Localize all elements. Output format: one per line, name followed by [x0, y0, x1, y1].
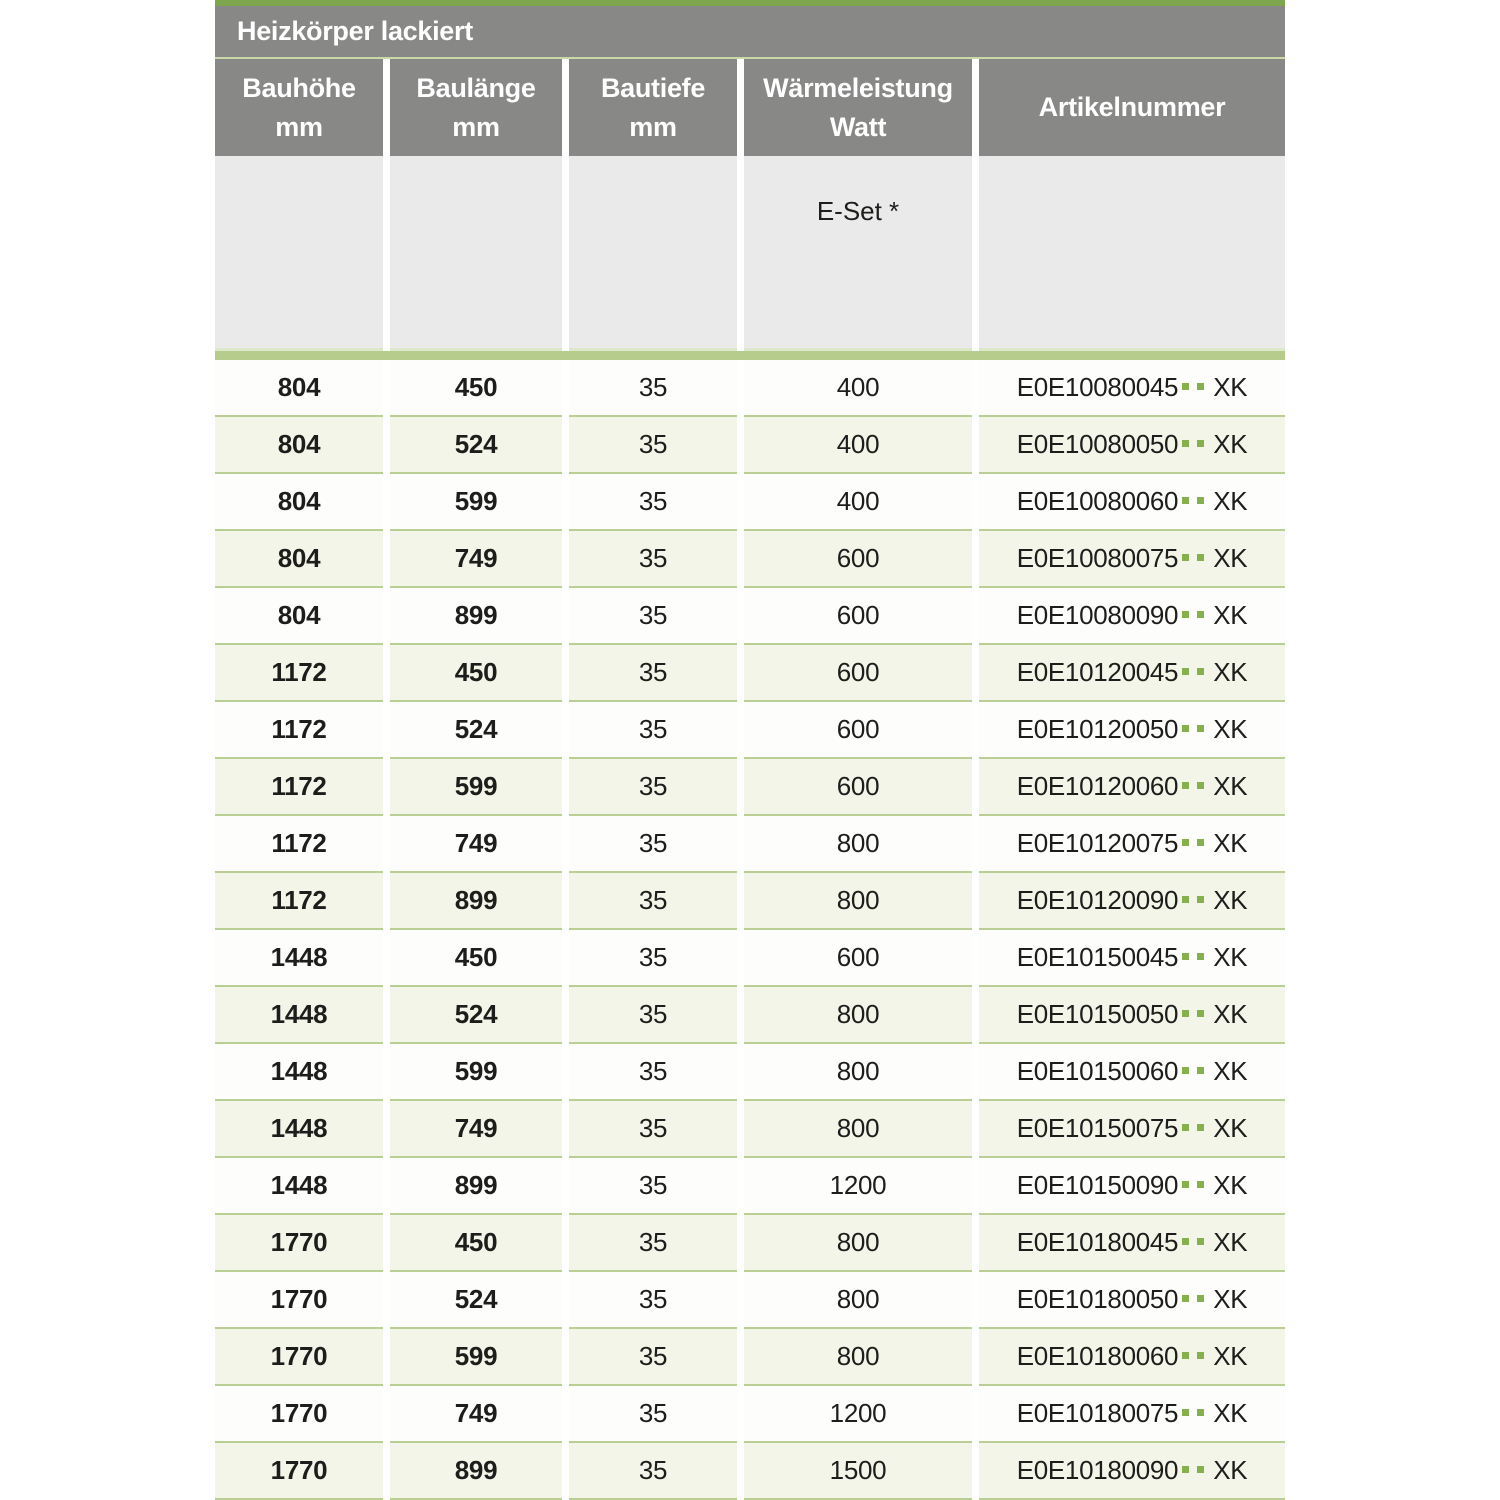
cell-baulaenge: 524 [390, 1272, 562, 1329]
cell-bauhoehe: 1172 [215, 702, 383, 759]
column-header-baulaenge [390, 59, 562, 156]
color-placeholder-dot [1197, 554, 1204, 561]
artikel-suffix: XK [1213, 486, 1248, 516]
cell-artikelnummer [979, 1443, 1285, 1500]
cell-baulaenge: 749 [390, 1386, 562, 1443]
table-row [215, 702, 1285, 759]
color-placeholder-dot [1182, 1295, 1189, 1302]
artikel-suffix: XK [1213, 372, 1248, 402]
artikel-code: E0E10120075 [1016, 828, 1179, 858]
artikel-code: E0E10080045 [1016, 372, 1179, 402]
cell-bautiefe: 35 [569, 1101, 737, 1158]
color-placeholder-dot [1182, 1238, 1189, 1245]
color-placeholder-dot [1197, 953, 1204, 960]
cell-bauhoehe: 804 [215, 474, 383, 531]
table-row [215, 1386, 1285, 1443]
cell-bautiefe: 35 [569, 1044, 737, 1101]
subheader-cell [979, 156, 1285, 351]
cell-waermeleistung: 400 [744, 360, 972, 417]
color-placeholder-dot [1197, 782, 1204, 789]
cell-bautiefe: 35 [569, 873, 737, 930]
cell-waermeleistung: 1500 [744, 1443, 972, 1500]
artikel-suffix: XK [1213, 1341, 1248, 1371]
column-unit: mm [629, 111, 677, 142]
cell-bautiefe: 35 [569, 588, 737, 645]
artikel-code: E0E10150050 [1016, 999, 1179, 1029]
artikel-suffix: XK [1213, 1227, 1248, 1257]
artikel-suffix: XK [1213, 429, 1248, 459]
cell-artikelnummer [979, 1329, 1285, 1386]
e-set-label: E-Set * [816, 196, 900, 226]
color-placeholder-dot [1197, 1238, 1204, 1245]
artikel-suffix: XK [1213, 1398, 1248, 1428]
cell-baulaenge: 749 [390, 1101, 562, 1158]
table-row [215, 474, 1285, 531]
column-unit: Watt [829, 111, 887, 142]
cell-bauhoehe: 1448 [215, 987, 383, 1044]
table-row [215, 816, 1285, 873]
cell-bauhoehe: 1770 [215, 1272, 383, 1329]
table-row [215, 588, 1285, 645]
cell-artikelnummer [979, 417, 1285, 474]
cell-baulaenge: 749 [390, 816, 562, 873]
cell-bauhoehe: 1770 [215, 1443, 383, 1500]
column-label: Bauhöhe [242, 72, 356, 103]
artikel-code: E0E10120060 [1016, 771, 1179, 801]
color-placeholder-dot [1182, 1466, 1189, 1473]
cell-bautiefe: 35 [569, 531, 737, 588]
color-placeholder-dot [1197, 725, 1204, 732]
subheader-row [215, 156, 1285, 351]
cell-baulaenge: 450 [390, 645, 562, 702]
table-row [215, 360, 1285, 417]
table-row [215, 1044, 1285, 1101]
cell-waermeleistung: 1200 [744, 1386, 972, 1443]
cell-baulaenge: 524 [390, 702, 562, 759]
cell-bauhoehe: 804 [215, 360, 383, 417]
column-header-row [215, 59, 1285, 156]
subheader-cell [569, 156, 737, 351]
cell-bautiefe: 35 [569, 1443, 737, 1500]
cell-bautiefe: 35 [569, 645, 737, 702]
subheader-cell-eset [744, 156, 972, 351]
artikel-suffix: XK [1213, 942, 1248, 972]
color-placeholder-dot [1182, 497, 1189, 504]
artikel-suffix: XK [1213, 1170, 1248, 1200]
cell-artikelnummer [979, 987, 1285, 1044]
artikel-suffix: XK [1213, 771, 1248, 801]
cell-artikelnummer [979, 1272, 1285, 1329]
artikel-suffix: XK [1213, 885, 1248, 915]
artikel-code: E0E10120050 [1016, 714, 1179, 744]
cell-bauhoehe: 1770 [215, 1215, 383, 1272]
artikel-code: E0E10080060 [1016, 486, 1179, 516]
color-placeholder-dot [1182, 782, 1189, 789]
color-placeholder-dot [1182, 440, 1189, 447]
table-row [215, 1443, 1285, 1500]
cell-waermeleistung: 400 [744, 474, 972, 531]
column-unit: mm [452, 111, 500, 142]
cell-waermeleistung: 600 [744, 702, 972, 759]
color-placeholder-dot [1197, 896, 1204, 903]
product-spec-table [215, 0, 1285, 1500]
cell-artikelnummer [979, 1386, 1285, 1443]
cell-bautiefe: 35 [569, 1158, 737, 1215]
cell-bauhoehe: 1172 [215, 759, 383, 816]
artikel-code: E0E10120090 [1016, 885, 1179, 915]
cell-waermeleistung: 600 [744, 645, 972, 702]
cell-waermeleistung: 600 [744, 588, 972, 645]
cell-artikelnummer [979, 474, 1285, 531]
cell-waermeleistung: 1200 [744, 1158, 972, 1215]
artikel-suffix: XK [1213, 543, 1248, 573]
cell-bauhoehe: 1172 [215, 645, 383, 702]
table-row [215, 417, 1285, 474]
color-placeholder-dot [1197, 383, 1204, 390]
color-placeholder-dot [1197, 668, 1204, 675]
artikel-code: E0E10180075 [1016, 1398, 1179, 1428]
column-label: Baulänge [416, 72, 536, 103]
cell-bauhoehe: 1448 [215, 930, 383, 987]
color-placeholder-dot [1182, 1181, 1189, 1188]
cell-waermeleistung: 800 [744, 1044, 972, 1101]
table-row [215, 1272, 1285, 1329]
cell-waermeleistung: 800 [744, 816, 972, 873]
artikel-code: E0E10180045 [1016, 1227, 1179, 1257]
artikel-suffix: XK [1213, 1113, 1248, 1143]
cell-bautiefe: 35 [569, 702, 737, 759]
column-header-waermeleistung [744, 59, 972, 156]
subheader-cell [390, 156, 562, 351]
cell-baulaenge: 749 [390, 531, 562, 588]
table-body [215, 360, 1285, 1500]
column-header-bauhoehe [215, 59, 383, 156]
cell-baulaenge: 524 [390, 417, 562, 474]
color-placeholder-dot [1197, 1124, 1204, 1131]
cell-bautiefe: 35 [569, 816, 737, 873]
table-row [215, 1101, 1285, 1158]
cell-waermeleistung: 600 [744, 531, 972, 588]
column-unit: mm [275, 111, 323, 142]
color-placeholder-dot [1182, 1010, 1189, 1017]
table-row [215, 987, 1285, 1044]
color-placeholder-dot [1182, 953, 1189, 960]
cell-bautiefe: 35 [569, 987, 737, 1044]
artikel-code: E0E10150045 [1016, 942, 1179, 972]
color-placeholder-dot [1182, 611, 1189, 618]
cell-artikelnummer [979, 1101, 1285, 1158]
cell-bauhoehe: 1770 [215, 1386, 383, 1443]
column-header-artikelnummer [979, 59, 1285, 156]
table-row [215, 531, 1285, 588]
cell-bauhoehe: 804 [215, 588, 383, 645]
color-placeholder-dot [1197, 1010, 1204, 1017]
subheader-cell [215, 156, 383, 351]
cell-waermeleistung: 800 [744, 1215, 972, 1272]
artikel-code: E0E10150060 [1016, 1056, 1179, 1086]
artikel-suffix: XK [1213, 999, 1248, 1029]
artikel-code: E0E10080050 [1016, 429, 1179, 459]
color-placeholder-dot [1182, 1124, 1189, 1131]
color-placeholder-dot [1197, 497, 1204, 504]
cell-waermeleistung: 600 [744, 759, 972, 816]
cell-waermeleistung: 800 [744, 1272, 972, 1329]
cell-bautiefe: 35 [569, 417, 737, 474]
artikel-suffix: XK [1213, 828, 1248, 858]
color-placeholder-dot [1182, 668, 1189, 675]
cell-bautiefe: 35 [569, 1329, 737, 1386]
color-placeholder-dot [1182, 383, 1189, 390]
artikel-code: E0E10120045 [1016, 657, 1179, 687]
cell-artikelnummer [979, 1044, 1285, 1101]
cell-bauhoehe: 1448 [215, 1044, 383, 1101]
cell-bautiefe: 35 [569, 1215, 737, 1272]
artikel-code: E0E10080075 [1016, 543, 1179, 573]
cell-baulaenge: 599 [390, 1044, 562, 1101]
color-placeholder-dot [1197, 1352, 1204, 1359]
cell-artikelnummer [979, 759, 1285, 816]
artikel-suffix: XK [1213, 1455, 1248, 1485]
cell-artikelnummer [979, 816, 1285, 873]
cell-waermeleistung: 800 [744, 873, 972, 930]
cell-bautiefe: 35 [569, 930, 737, 987]
cell-baulaenge: 599 [390, 1329, 562, 1386]
cell-bautiefe: 35 [569, 1272, 737, 1329]
cell-bauhoehe: 1448 [215, 1101, 383, 1158]
color-placeholder-dot [1197, 1295, 1204, 1302]
cell-artikelnummer [979, 702, 1285, 759]
color-placeholder-dot [1182, 554, 1189, 561]
cell-waermeleistung: 800 [744, 987, 972, 1044]
cell-baulaenge: 450 [390, 930, 562, 987]
cell-baulaenge: 899 [390, 1158, 562, 1215]
cell-bauhoehe: 1172 [215, 816, 383, 873]
color-placeholder-dot [1197, 1466, 1204, 1473]
table-row [215, 1215, 1285, 1272]
cell-baulaenge: 599 [390, 474, 562, 531]
artikel-suffix: XK [1213, 1284, 1248, 1314]
color-placeholder-dot [1182, 725, 1189, 732]
column-header-bautiefe [569, 59, 737, 156]
table-row [215, 645, 1285, 702]
color-placeholder-dot [1182, 1067, 1189, 1074]
cell-baulaenge: 899 [390, 1443, 562, 1500]
color-placeholder-dot [1197, 440, 1204, 447]
table-row [215, 873, 1285, 930]
cell-bauhoehe: 1770 [215, 1329, 383, 1386]
cell-baulaenge: 450 [390, 360, 562, 417]
cell-baulaenge: 450 [390, 1215, 562, 1272]
color-placeholder-dot [1197, 1409, 1204, 1416]
column-label: Wärmeleistung [763, 72, 953, 103]
artikel-code: E0E10180060 [1016, 1341, 1179, 1371]
green-divider-band [215, 351, 1285, 360]
cell-artikelnummer [979, 1158, 1285, 1215]
color-placeholder-dot [1197, 611, 1204, 618]
artikel-suffix: XK [1213, 657, 1248, 687]
cell-bautiefe: 35 [569, 360, 737, 417]
cell-bauhoehe: 804 [215, 417, 383, 474]
cell-bauhoehe: 1172 [215, 873, 383, 930]
column-label: Bautiefe [600, 72, 706, 103]
table-row [215, 759, 1285, 816]
artikel-suffix: XK [1213, 1056, 1248, 1086]
cell-artikelnummer [979, 588, 1285, 645]
artikel-code: E0E10150075 [1016, 1113, 1179, 1143]
color-placeholder-dot [1197, 839, 1204, 846]
cell-bauhoehe: 1448 [215, 1158, 383, 1215]
color-placeholder-dot [1182, 839, 1189, 846]
cell-artikelnummer [979, 360, 1285, 417]
table-title: Heizkörper lackiert [215, 6, 1285, 57]
cell-artikelnummer [979, 930, 1285, 987]
color-placeholder-dot [1197, 1067, 1204, 1074]
cell-artikelnummer [979, 1215, 1285, 1272]
cell-waermeleistung: 800 [744, 1101, 972, 1158]
cell-artikelnummer [979, 531, 1285, 588]
artikel-code: E0E10180090 [1016, 1455, 1179, 1485]
cell-artikelnummer [979, 645, 1285, 702]
table-row [215, 930, 1285, 987]
color-placeholder-dot [1182, 896, 1189, 903]
color-placeholder-dot [1182, 1352, 1189, 1359]
artikel-code: E0E10080090 [1016, 600, 1179, 630]
cell-waermeleistung: 800 [744, 1329, 972, 1386]
color-placeholder-dot [1182, 1409, 1189, 1416]
artikel-code: E0E10180050 [1016, 1284, 1179, 1314]
table-row [215, 1329, 1285, 1386]
cell-bautiefe: 35 [569, 1386, 737, 1443]
cell-bautiefe: 35 [569, 759, 737, 816]
artikel-suffix: XK [1213, 714, 1248, 744]
cell-bautiefe: 35 [569, 474, 737, 531]
color-placeholder-dot [1197, 1181, 1204, 1188]
cell-baulaenge: 899 [390, 873, 562, 930]
cell-waermeleistung: 400 [744, 417, 972, 474]
artikel-code: E0E10150090 [1016, 1170, 1179, 1200]
cell-bauhoehe: 804 [215, 531, 383, 588]
column-label: Artikelnummer [1038, 92, 1226, 122]
artikel-suffix: XK [1213, 600, 1248, 630]
cell-baulaenge: 599 [390, 759, 562, 816]
cell-baulaenge: 524 [390, 987, 562, 1044]
cell-waermeleistung: 600 [744, 930, 972, 987]
cell-artikelnummer [979, 873, 1285, 930]
cell-baulaenge: 899 [390, 588, 562, 645]
table-row [215, 1158, 1285, 1215]
